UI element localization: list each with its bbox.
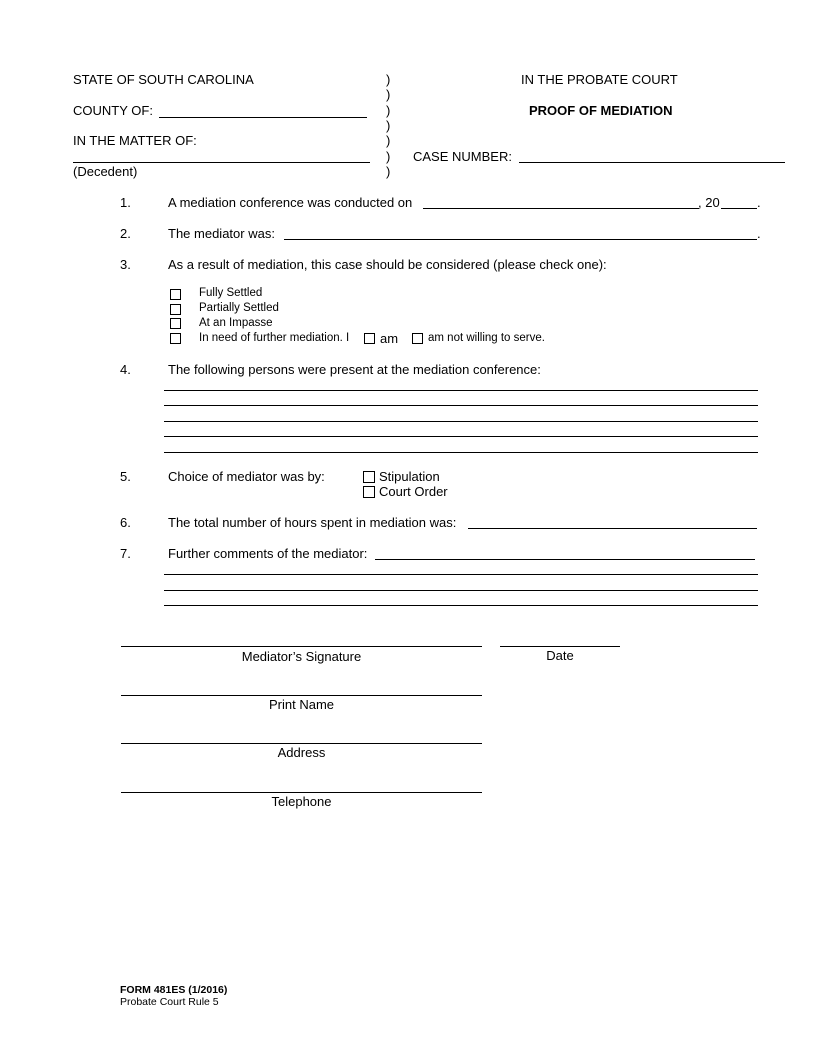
item-1-text: A mediation conference was conducted on [168, 195, 413, 210]
item-6-text: The total number of hours spent in mediation was: [168, 515, 457, 530]
stipulation-label: Stipulation [379, 469, 440, 484]
item-number-4: 4. [120, 362, 131, 377]
item-number-1: 1. [120, 195, 131, 210]
item-number-5: 5. [120, 469, 131, 484]
attendees-line[interactable] [164, 405, 758, 406]
item-number-6: 6. [120, 515, 131, 530]
attendees-line[interactable] [164, 452, 758, 453]
comments-line[interactable] [164, 574, 758, 575]
court-order-checkbox[interactable] [363, 486, 375, 498]
impasse-label: At an Impasse [199, 317, 273, 329]
fully-settled-label: Fully Settled [199, 287, 263, 299]
item-4-text: The following persons were present at the mediation conference: [168, 362, 541, 377]
attendees-line[interactable] [164, 436, 758, 437]
address-label: Address [277, 745, 326, 760]
case-number-field[interactable] [519, 162, 785, 163]
item-number-2: 2. [120, 226, 131, 241]
year-prefix: , 20 [698, 195, 720, 210]
mediator-signature-field[interactable] [121, 646, 482, 647]
impasse-checkbox[interactable] [170, 318, 181, 329]
paren: ) [386, 133, 391, 148]
am-willing-label: am [380, 331, 399, 346]
court-rule: Probate Court Rule 5 [120, 996, 219, 1008]
paren: ) [386, 149, 391, 164]
item-7-text: Further comments of the mediator: [168, 546, 368, 561]
further-mediation-checkbox[interactable] [170, 333, 181, 344]
telephone-label: Telephone [271, 794, 332, 809]
paren: ) [386, 72, 391, 87]
date-field[interactable] [500, 646, 620, 647]
not-willing-checkbox[interactable] [412, 333, 423, 344]
paren: ) [386, 87, 391, 102]
form-id: FORM 481ES (1/2016) [120, 984, 228, 996]
partially-settled-label: Partially Settled [199, 302, 279, 314]
county-field[interactable] [159, 117, 367, 118]
am-willing-checkbox[interactable] [364, 333, 375, 344]
comments-line[interactable] [164, 590, 758, 591]
item-5-text: Choice of mediator was by: [168, 469, 325, 484]
case-number-label: CASE NUMBER: [413, 149, 512, 164]
item-number-7: 7. [120, 546, 131, 561]
mediator-name-field[interactable] [284, 239, 757, 240]
period: . [757, 195, 761, 210]
attendees-line[interactable] [164, 421, 758, 422]
stipulation-checkbox[interactable] [363, 471, 375, 483]
court-label: IN THE PROBATE COURT [521, 72, 678, 87]
item-3-text: As a result of mediation, this case should be considered (please check one): [168, 257, 607, 272]
mediation-date-field[interactable] [423, 208, 699, 209]
comments-line[interactable] [164, 605, 758, 606]
state-label: STATE OF SOUTH CAROLINA [73, 72, 254, 87]
mediation-year-field[interactable] [721, 208, 757, 209]
decedent-label: (Decedent) [73, 164, 138, 179]
item-number-3: 3. [120, 257, 131, 272]
fully-settled-checkbox[interactable] [170, 289, 181, 300]
item-2-text: The mediator was: [168, 226, 275, 241]
print-name-field[interactable] [121, 695, 482, 696]
mediator-signature-label: Mediator’s Signature [241, 649, 362, 664]
comments-field[interactable] [375, 559, 755, 560]
address-field[interactable] [121, 743, 482, 744]
paren: ) [386, 118, 391, 133]
county-label: COUNTY OF: [73, 103, 153, 118]
matter-field[interactable] [73, 162, 370, 163]
period: . [757, 226, 761, 241]
attendees-line[interactable] [164, 390, 758, 391]
hours-field[interactable] [468, 528, 757, 529]
not-willing-label: am not willing to serve. [428, 332, 545, 344]
partially-settled-checkbox[interactable] [170, 304, 181, 315]
telephone-field[interactable] [121, 792, 482, 793]
paren: ) [386, 164, 391, 179]
court-order-label: Court Order [379, 484, 448, 499]
print-name-label: Print Name [268, 697, 335, 712]
date-label: Date [546, 648, 574, 663]
form-title: PROOF OF MEDIATION [529, 103, 673, 118]
further-mediation-label: In need of further mediation. I [199, 332, 350, 344]
matter-label: IN THE MATTER OF: [73, 133, 197, 148]
paren: ) [386, 103, 391, 118]
